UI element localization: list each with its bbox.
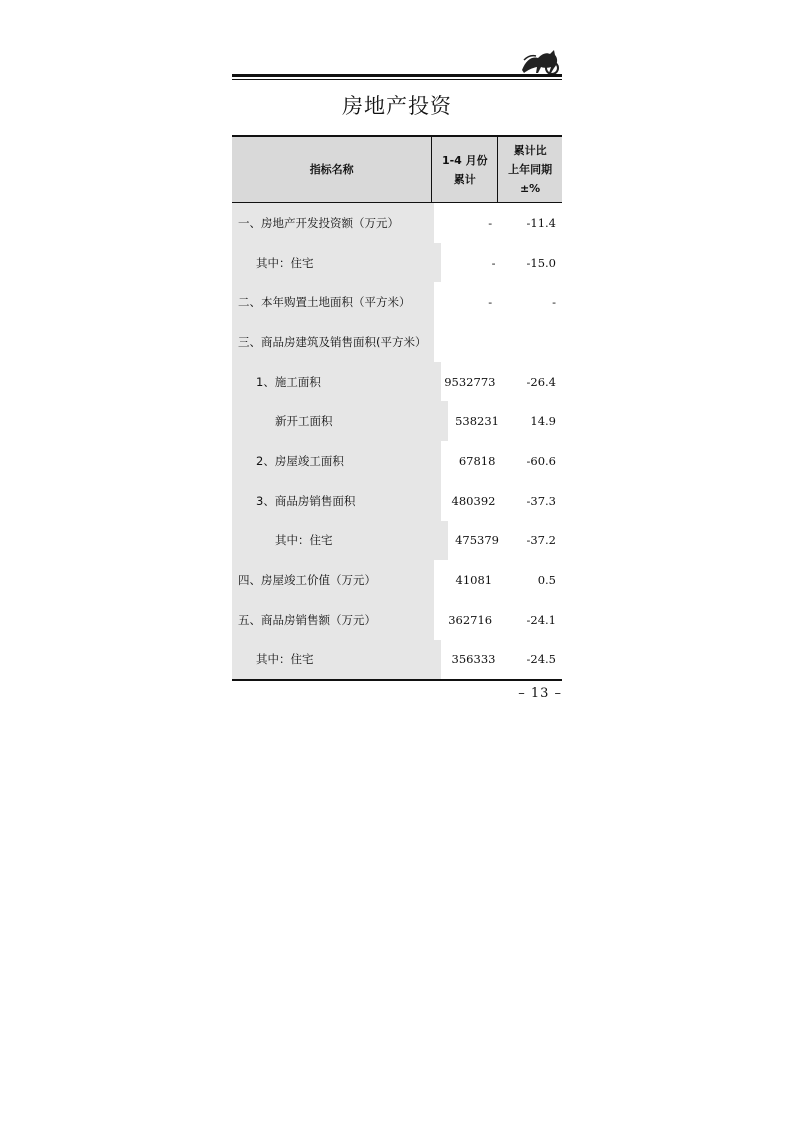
row-indicator-name: 2、房屋竣工面积	[232, 441, 441, 481]
row-indicator-name: 其中：住宅	[232, 521, 448, 561]
table-row	[232, 282, 562, 322]
row-cumulative-value: 475379	[455, 533, 499, 548]
row-cumulative-value: -	[491, 255, 496, 270]
table-row	[232, 203, 562, 243]
header-yoy-line2: 上年同期	[508, 163, 553, 176]
row-cumulative-value	[434, 322, 498, 362]
row-indicator-name: 四、房屋竣工价值（万元）	[232, 560, 434, 600]
row-cumulative-value: 538231	[455, 414, 499, 429]
row-indicator-name: 三、商品房建筑及销售面积(平方米）	[232, 322, 434, 362]
row-indicator-name: 1、施工面积	[232, 362, 441, 402]
row-indicator-name: 其中：住宅	[232, 243, 441, 283]
table-body	[232, 203, 562, 679]
row-cumulative-value: 356333	[451, 652, 496, 667]
row-cumulative-value: 362716	[448, 612, 493, 627]
header-cumulative-line2: 累计	[453, 172, 476, 186]
table-header-row	[232, 137, 562, 203]
table-row	[232, 481, 562, 521]
row-cumulative-value: 41081	[455, 573, 493, 588]
table-row	[232, 521, 562, 561]
row-yoy-change: -24.5	[526, 652, 556, 667]
row-indicator-name: 一、房地产开发投资额（万元）	[232, 203, 434, 243]
row-yoy-change: -24.1	[526, 612, 556, 627]
header-indicator-name: 指标名称	[232, 137, 432, 202]
table-row	[232, 441, 562, 481]
row-cumulative-value: 480392	[451, 493, 496, 508]
row-yoy-change	[498, 322, 562, 362]
statistics-table	[232, 135, 562, 681]
header-rule	[232, 74, 562, 77]
row-yoy-change: 14.9	[530, 414, 556, 429]
table-row	[232, 243, 562, 283]
page-number: – 13 –	[518, 686, 562, 701]
header-cumulative-line1: 1-4 月份	[441, 153, 488, 167]
table-row	[232, 600, 562, 640]
table-bottom-rule	[232, 679, 562, 681]
header-yoy-change	[498, 137, 562, 202]
header-yoy-line1: 累计比	[513, 144, 547, 157]
row-yoy-change: -37.3	[526, 493, 556, 508]
row-yoy-change: -60.6	[526, 453, 556, 468]
row-cumulative-value: -	[488, 215, 493, 230]
horse-emblem-icon	[518, 46, 562, 76]
header-yoy-line3: ±%	[519, 182, 541, 195]
row-yoy-change: -37.2	[526, 533, 556, 548]
header-cumulative	[432, 137, 498, 202]
row-yoy-change: 0.5	[537, 573, 556, 588]
header-rule-thin	[232, 79, 562, 80]
row-yoy-change: -26.4	[526, 374, 556, 389]
table-row	[232, 362, 562, 402]
table-row	[232, 560, 562, 600]
table-row	[232, 401, 562, 441]
row-yoy-change: -11.4	[526, 215, 556, 230]
table-row	[232, 322, 562, 362]
row-indicator-name: 3、商品房销售面积	[232, 481, 441, 521]
row-indicator-name: 新开工面积	[232, 401, 448, 441]
row-cumulative-value: -	[488, 295, 493, 310]
row-indicator-name: 二、本年购置土地面积（平方米）	[232, 282, 434, 322]
row-cumulative-value: 9532773	[444, 374, 496, 389]
table-row	[232, 640, 562, 680]
row-indicator-name: 其中：住宅	[232, 640, 441, 680]
page-title: 房地产投资	[342, 94, 452, 118]
row-cumulative-value: 67818	[458, 453, 496, 468]
row-yoy-change: -	[552, 295, 556, 310]
row-yoy-change: -15.0	[526, 255, 556, 270]
row-indicator-name: 五、商品房销售额（万元）	[232, 600, 434, 640]
